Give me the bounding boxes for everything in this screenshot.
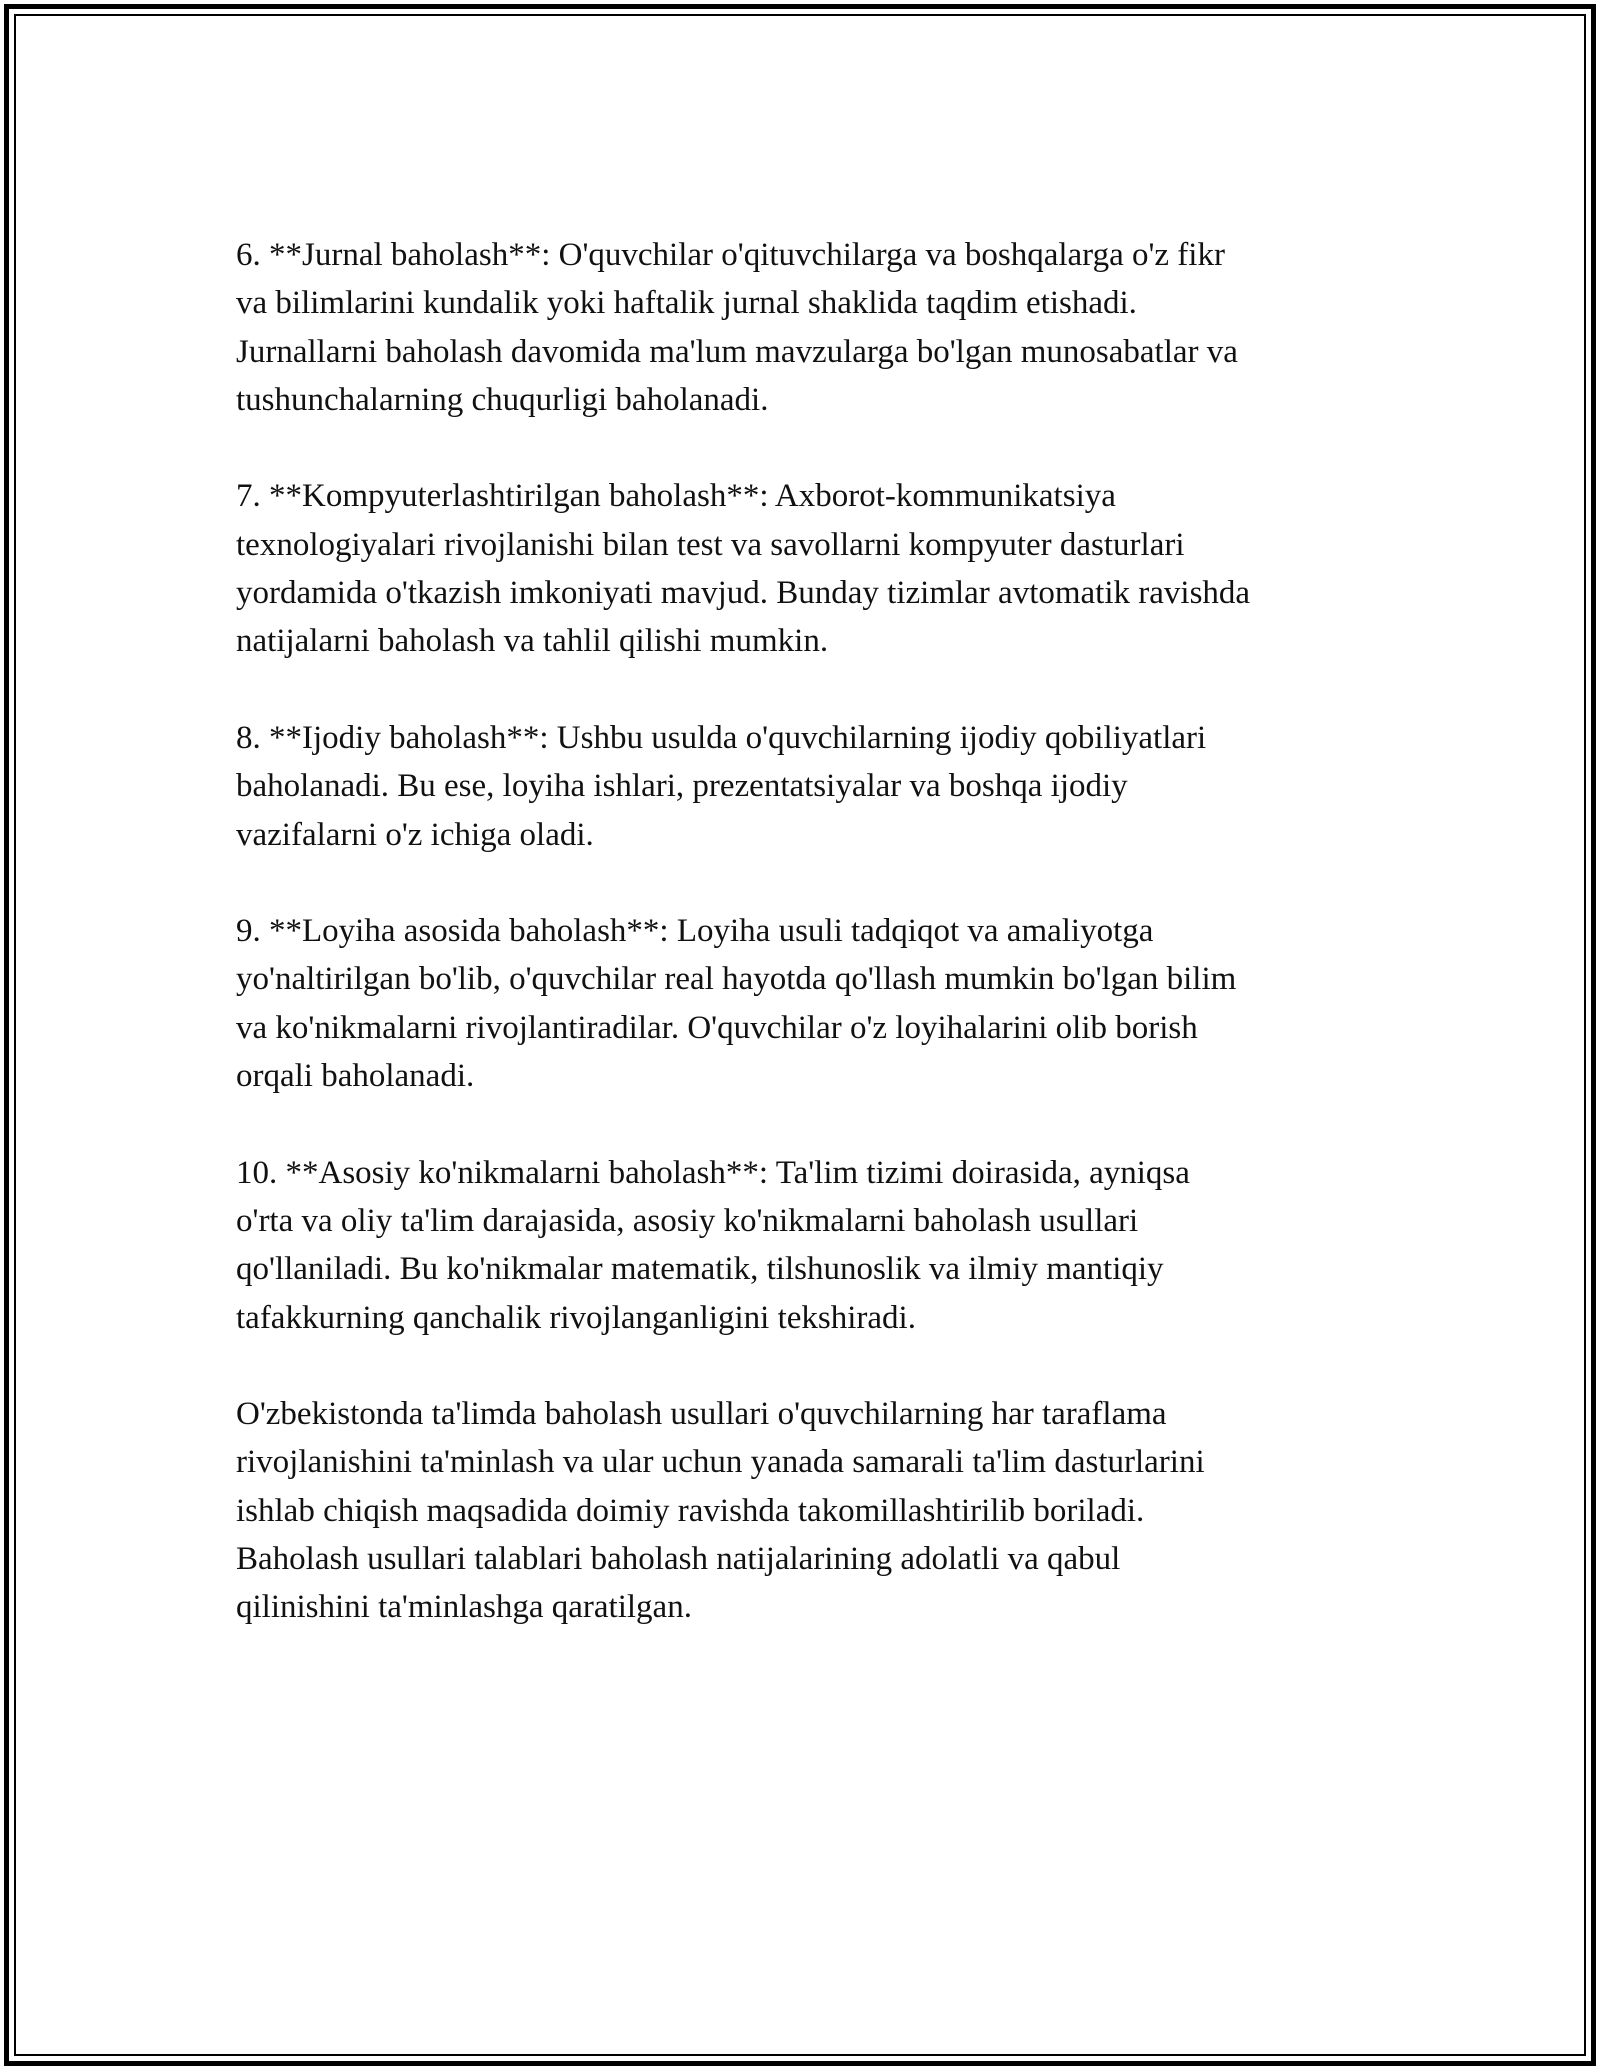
text-line: 8. **Ijodiy baholash**: Ushbu usulda o'quvchilarning ijodiy qobiliyatlari — [236, 719, 1207, 756]
text-line: qo'llaniladi. Bu ko'nikmalar matematik, tilshunoslik va ilmiy mantiqiy — [236, 1251, 1164, 1288]
document-body — [236, 231, 1386, 1680]
text-line: va ko'nikmalarni rivojlantiradilar. O'quvchilar o'z loyihalarini olib borish — [236, 1009, 1198, 1046]
paragraph-conclusion — [236, 1390, 1386, 1631]
text-line: texnologiyalari rivojlanishi bilan test va savollarni kompyuter dasturlari — [236, 526, 1185, 563]
text-line: vazifalarni o'z ichiga oladi. — [236, 816, 594, 853]
text-line: orqali baholanadi. — [236, 1058, 475, 1095]
paragraph-computerized-assessment — [236, 472, 1386, 665]
text-line: 10. **Asosiy ko'nikmalarni baholash**: Ta'lim tizimi doirasida, ayniqsa — [236, 1154, 1190, 1191]
paragraph-project-assessment — [236, 907, 1386, 1100]
text-line: 6. **Jurnal baholash**: O'quvchilar o'qituvchilarga va boshqalarga o'z fikr — [236, 237, 1225, 273]
text-line: o'rta va oliy ta'lim darajasida, asosiy ko'nikmalarni baholash usullari — [236, 1202, 1139, 1239]
paragraph-core-skills-assessment — [236, 1149, 1386, 1342]
text-line: Baholash usullari talablari baholash natijalarining adolatli va qabul — [236, 1541, 1121, 1578]
text-line: baholanadi. Bu ese, loyiha ishlari, prezentatsiyalar va boshqa ijodiy — [236, 768, 1128, 805]
text-line: 7. **Kompyuterlashtirilgan baholash**: Axborot-kommunikatsiya — [236, 478, 1116, 515]
text-line: rivojlanishini ta'minlash va ular uchun yanada samarali ta'lim dasturlarini — [236, 1444, 1205, 1481]
text-line: tafakkurning qanchalik rivojlanganligini tekshiradi. — [236, 1299, 916, 1336]
paragraph-journal-assessment — [236, 231, 1386, 424]
text-line: yo'naltirilgan bo'lib, o'quvchilar real hayotda qo'llash mumkin bo'lgan bilim — [236, 961, 1237, 998]
text-line: Jurnallarni baholash davomida ma'lum mavzularga bo'lgan munosabatlar va — [236, 333, 1238, 370]
text-line: 9. **Loyiha asosida baholash**: Loyiha usuli tadqiqot va amaliyotga — [236, 913, 1154, 950]
text-line: O'zbekistonda ta'limda baholash usullari o'quvchilarning har taraflama — [236, 1396, 1167, 1433]
text-line: yordamida o'tkazish imkoniyati mavjud. Bunday tizimlar avtomatik ravishda — [236, 575, 1251, 612]
text-line: natijalarni baholash va tahlil qilishi mumkin. — [236, 623, 829, 660]
text-line: va bilimlarini kundalik yoki haftalik jurnal shaklida taqdim etishadi. — [236, 285, 1137, 322]
paragraph-creative-assessment — [236, 714, 1386, 859]
text-line: qilinishini ta'minlashga qaratilgan. — [236, 1589, 692, 1626]
text-line: tushunchalarning chuqurligi baholanadi. — [236, 381, 769, 418]
text-line: ishlab chiqish maqsadida doimiy ravishda takomillashtirilib boriladi. — [236, 1492, 1145, 1529]
